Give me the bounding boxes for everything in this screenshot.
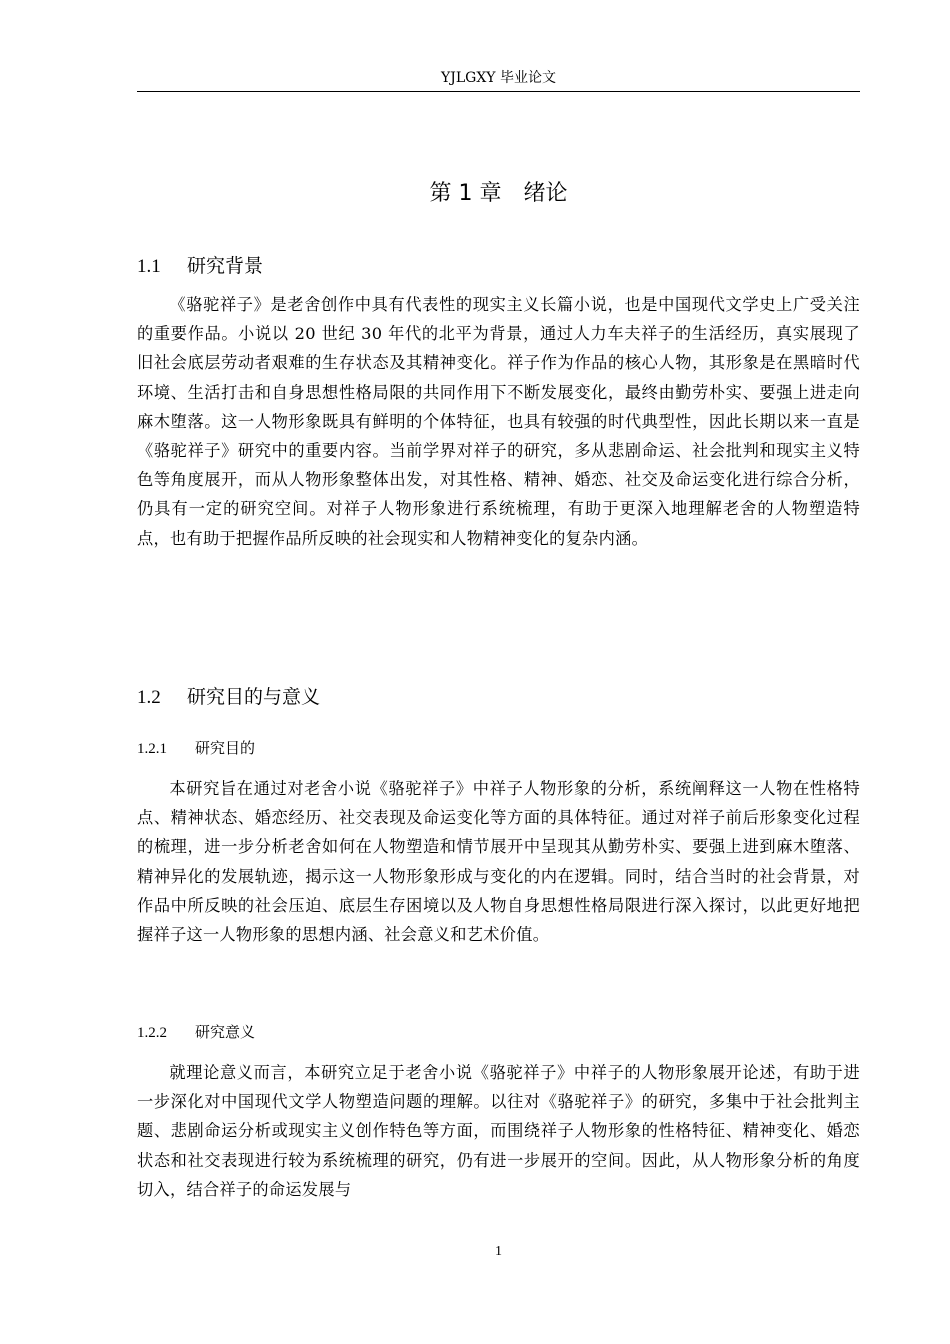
header-text: YJLGXY 毕业论文 — [441, 70, 556, 86]
purpose-paragraph: 本研究旨在通过对老舍小说《骆驼祥子》中祥子人物形象的分析，系统阐释这一人物在性格特点、精神状态、婚恋经历、社交表现及命运变化等方面的具体特征。通过对祥子前后形象变化过程的梳理，进一步分析老舍如何在人物塑造和情节展开中呈现其从勤劳朴实、要强上进到麻木堕落、精神异化的发展轨迹，揭示这一人物形象形成与变化的内在逻辑。同时，结合当时的社会背景，对作品中所反映的社会压迫、底层生存困境以及人物自身思想性格局限进行深入探讨，以此更好地把握祥子这一人物形象的思想内涵、社会意义和艺术价值。 — [137, 779, 860, 945]
subsection-number: 1.2.1 — [137, 741, 167, 757]
page-number: 1 — [495, 1244, 502, 1259]
section-title: 研究背景 — [187, 255, 264, 277]
page-header — [137, 69, 860, 92]
section-heading-1-1 — [137, 251, 263, 282]
subsection-title: 研究目的 — [195, 739, 256, 757]
significance-paragraph: 就理论意义而言，本研究立足于老舍小说《骆驼祥子》中祥子的人物形象展开论述，有助于进一步深化对中国现代文学人物塑造问题的理解。以往对《骆驼祥子》的研究，多集中于社会批判主题、悲剧命运分析或现实主义创作特色等方面，而围绕祥子人物形象的性格特征、精神变化、婚恋状态和社交表现进行较为系统梳理的研究，仍有进一步展开的空间。因此，从人物形象分析的角度切入，结合祥子的命运发展与 — [137, 1063, 860, 1199]
subsection-heading-1-2-1 — [137, 736, 255, 761]
section-title: 研究目的与意义 — [187, 686, 321, 708]
subsection-heading-1-2-2 — [137, 1020, 255, 1045]
subsection-number: 1.2.2 — [137, 1025, 167, 1041]
chapter-title: 第 1 章 绪论 — [429, 181, 568, 206]
background-paragraph: 《骆驼祥子》是老舍创作中具有代表性的现实主义长篇小说，也是中国现代文学史上广受关注的重要作品。小说以 20 世纪 30 年代的北平为背景，通过人力车夫祥子的生活经历，真实展现了旧社会底层劳动者艰难的生存状态及其精神变化。祥子作为作品的核心人物，其形象是在黑暗时代环境、生活打击和自身思想性格局限的共同作用下不断发展变化，最终由勤劳朴实、要强上进走向麻木堕落。这一人物形象既具有鲜明的个体特征，也具有较强的时代典型性，因此长期以来一直是《骆驼祥子》研究中的重要内容。当前学界对祥子的研究，多从悲剧命运、社会批判和现实主义特色等角度展开，而从人物形象整体出发，对其性格、精神、婚恋、社交及命运变化进行综合分析，仍具有一定的研究空间。对祥子人物形象进行系统梳理，有助于更深入地理解老舍的人物塑造特点，也有助于把握作品所反映的社会现实和人物精神变化的复杂内涵。 — [137, 295, 860, 548]
section-number: 1.2 — [137, 687, 161, 708]
section-heading-1-2 — [137, 682, 320, 713]
subsection-title: 研究意义 — [195, 1023, 256, 1041]
section-number: 1.1 — [137, 256, 161, 277]
